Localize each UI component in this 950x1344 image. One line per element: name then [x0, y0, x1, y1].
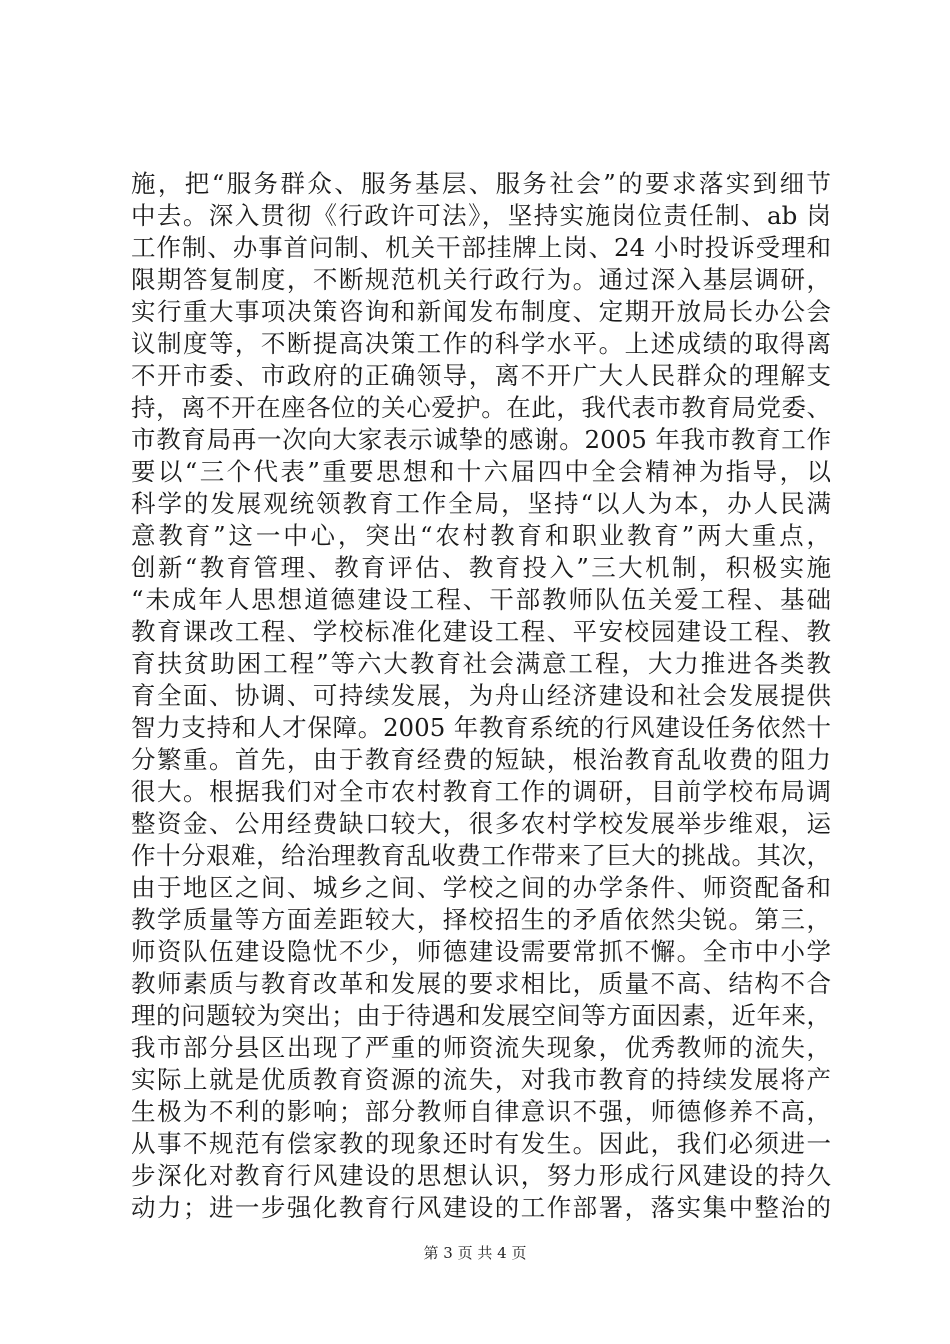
- text-line: 师资队伍建设隐忧不少，师德建设需要常抓不懈。全市中小学: [131, 937, 831, 966]
- text-line: 育扶贫助困工程”等六大教育社会满意工程，大力推进各类教: [131, 649, 831, 678]
- text-line: 教师素质与教育改革和发展的要求相比，质量不高、结构不合: [131, 969, 831, 998]
- text-line: 限期答复制度，不断规范机关行政行为。通过深入基层调研，: [131, 265, 831, 294]
- text-line: 作十分艰难，给治理教育乱收费工作带来了巨大的挑战。其次，: [131, 841, 831, 870]
- text-line: 分繁重。首先，由于教育经费的短缺，根治教育乱收费的阻力: [131, 745, 831, 774]
- text-line: 工作制、办事首问制、机关干部挂牌上岗、24 小时投诉受理和: [131, 233, 831, 262]
- text-line: 持，离不开在座各位的关心爱护。在此，我代表市教育局党委、: [131, 393, 831, 422]
- text-line: 议制度等，不断提高决策工作的科学水平。上述成绩的取得离: [131, 329, 831, 358]
- text-line: 智力支持和人才保障。2005 年教育系统的行风建设任务依然十: [131, 713, 831, 742]
- text-line: 整资金、公用经费缺口较大，很多农村学校发展举步维艰，运: [131, 809, 831, 838]
- body-paragraph: [131, 168, 831, 1224]
- text-line: 步深化对教育行风建设的思想认识，努力形成行风建设的持久: [131, 1161, 831, 1190]
- text-line: 生极为不利的影响；部分教师自律意识不强，师德修养不高，: [131, 1097, 831, 1126]
- text-line: 实行重大事项决策咨询和新闻发布制度、定期开放局长办公会: [131, 297, 831, 326]
- text-line: 教育课改工程、学校标准化建设工程、平安校园建设工程、教: [131, 617, 831, 646]
- text-line: 教学质量等方面差距较大，择校招生的矛盾依然尖锐。第三，: [131, 905, 831, 934]
- text-line: “未成年人思想道德建设工程、干部教师队伍关爱工程、基础: [131, 585, 831, 614]
- text-line: 我市部分县区出现了严重的师资流失现象，优秀教师的流失，: [131, 1033, 831, 1062]
- text-line: 很大。根据我们对全市农村教育工作的调研，目前学校布局调: [131, 777, 831, 806]
- text-line: 由于地区之间、城乡之间、学校之间的办学条件、师资配备和: [131, 873, 831, 902]
- text-line: 不开市委、市政府的正确领导，离不开广大人民群众的理解支: [131, 361, 831, 390]
- text-line: 要以“三个代表”重要思想和十六届四中全会精神为指导，以: [131, 457, 831, 486]
- text-line: 实际上就是优质教育资源的流失，对我市教育的持续发展将产: [131, 1065, 831, 1094]
- text-line: 创新“教育管理、教育评估、教育投入”三大机制，积极实施: [131, 553, 831, 582]
- text-line: 意教育”这一中心，突出“农村教育和职业教育”两大重点，: [131, 521, 831, 550]
- text-line: 中去。深入贯彻《行政许可法》，坚持实施岗位责任制、ab 岗: [131, 201, 831, 230]
- text-line: 科学的发展观统领教育工作全局，坚持“以人为本，办人民满: [131, 489, 831, 518]
- text-line: 从事不规范有偿家教的现象还时有发生。因此，我们必须进一: [131, 1129, 831, 1158]
- text-line: 育全面、协调、可持续发展，为舟山经济建设和社会发展提供: [131, 681, 831, 710]
- text-line: 施，把“服务群众、服务基层、服务社会”的要求落实到细节: [131, 169, 831, 198]
- text-line: 动力；进一步强化教育行风建设的工作部署，落实集中整治的: [131, 1193, 831, 1222]
- text-line: 理的问题较为突出；由于待遇和发展空间等方面因素，近年来，: [131, 1001, 831, 1030]
- page-footer: 第 3 页 共 4 页: [423, 1244, 527, 1262]
- text-line: 市教育局再一次向大家表示诚挚的感谢。2005 年我市教育工作: [131, 425, 831, 454]
